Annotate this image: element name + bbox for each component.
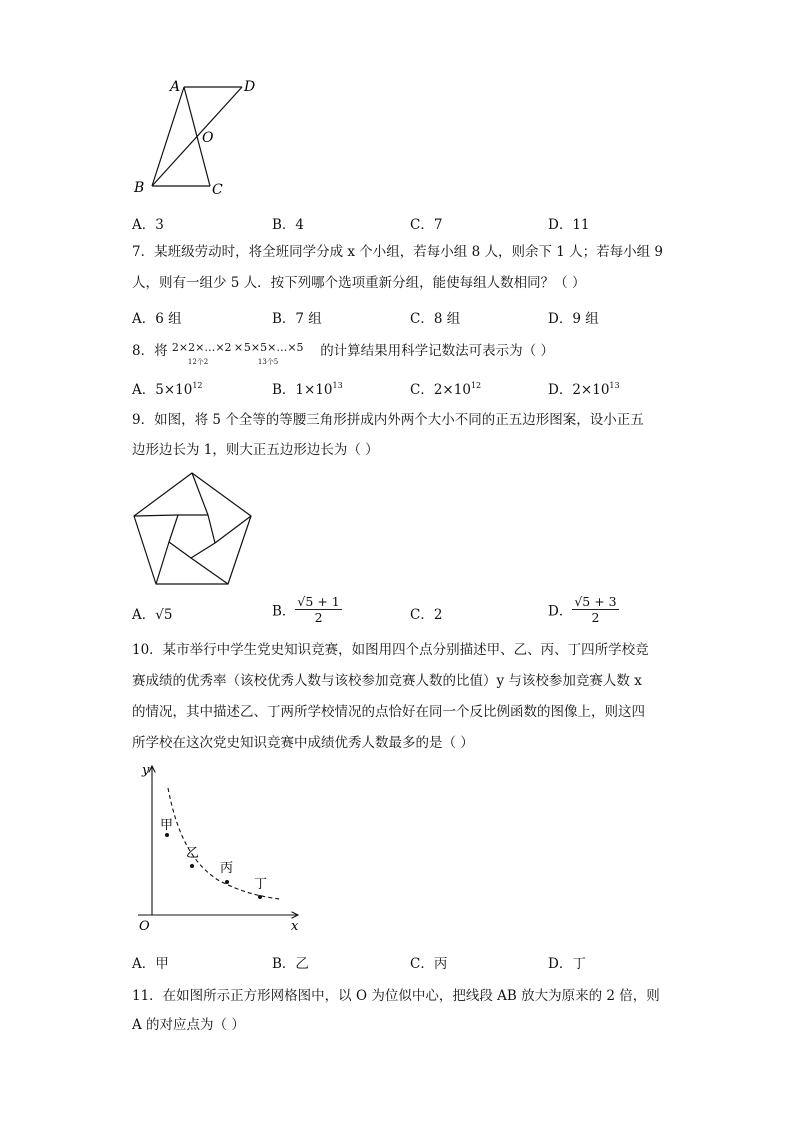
- q6-label-o: O: [202, 130, 214, 146]
- option-letter: A．: [132, 607, 156, 623]
- option-letter: D．: [548, 311, 573, 327]
- q8-expr-sub2: 13个5: [257, 358, 279, 366]
- option-letter: C．: [410, 956, 434, 972]
- q7-option-b[interactable]: [272, 307, 322, 327]
- point-ding: [258, 895, 262, 899]
- option-letter: D．: [548, 382, 573, 398]
- fraction: [295, 594, 341, 625]
- q8-prefix: 8．将: [132, 343, 168, 359]
- option-text: √5: [155, 607, 173, 623]
- option-exponent: 12: [470, 381, 482, 390]
- option-letter: A．: [132, 382, 156, 398]
- option-letter: C．: [410, 311, 434, 327]
- q10-graph: [128, 760, 318, 938]
- option-letter: B．: [272, 956, 296, 972]
- option-mantissa: 2×10: [433, 382, 471, 398]
- q8-suffix: 的计算结果用科学记数法可表示为（ ）: [320, 343, 554, 359]
- q8-expr-part2: 5×5×…×5: [243, 341, 304, 354]
- q7-option-a[interactable]: [132, 307, 182, 327]
- option-letter: A．: [132, 956, 156, 972]
- option-text: 8 组: [433, 311, 461, 327]
- q8-expr-part1: 2×2×…×2: [171, 341, 232, 354]
- option-letter: B．: [272, 311, 296, 327]
- point-jia: [165, 833, 169, 837]
- q8-expr-sub1: 12个2: [187, 358, 209, 366]
- fraction-numerator: √5 + 3: [574, 594, 617, 609]
- q10-stem-line3: 的情况，其中描述乙、丁两所学校情况的点恰好在同一个反比例函数的图像上，则这四: [132, 704, 645, 720]
- q8-option-d[interactable]: [548, 378, 620, 398]
- point-label-ding: 丁: [254, 877, 268, 892]
- option-letter: C．: [410, 217, 434, 233]
- q8-option-b[interactable]: [272, 378, 343, 398]
- q9-option-c[interactable]: [410, 603, 442, 623]
- option-letter: C．: [410, 382, 434, 398]
- point-label-bing: 丙: [220, 861, 234, 876]
- option-text: 4: [295, 217, 305, 233]
- option-mantissa: 5×10: [155, 382, 193, 398]
- q7-stem-line2: 人，则有一组少 5 人．按下列哪个选项重新分组，能使每组人数相同？（ ）: [132, 275, 586, 291]
- q6-option-c[interactable]: [410, 213, 442, 233]
- option-text: 2: [433, 607, 443, 623]
- q6-option-b[interactable]: [272, 213, 304, 233]
- q8-option-a[interactable]: [132, 378, 203, 398]
- q10-stem-line1: 10．某市举行中学生党史知识竞赛，如图用四个点分别描述甲、乙、丙、丁四所学校竞: [132, 642, 649, 658]
- q6-option-d[interactable]: [548, 213, 590, 233]
- option-text: 丙: [433, 956, 448, 972]
- q10-option-b[interactable]: [272, 952, 309, 972]
- q6-label-b: B: [134, 180, 145, 196]
- option-text: 11: [572, 217, 590, 233]
- point-yi: [190, 864, 194, 868]
- option-exponent: 13: [332, 381, 343, 390]
- q9-pentagon-figure: [128, 468, 258, 590]
- q7-option-d[interactable]: [548, 307, 599, 327]
- q10-stem-line4: 所学校在这次党史知识竞赛中成绩优秀人数最多的是（ ）: [132, 735, 474, 751]
- q8-stem: [132, 339, 554, 366]
- option-text: 甲: [155, 956, 169, 972]
- option-letter: A．: [132, 217, 156, 233]
- point-label-yi: 乙: [186, 846, 200, 861]
- q10-option-d[interactable]: [548, 952, 586, 972]
- q8-expression: [171, 339, 316, 366]
- point-bing: [225, 880, 229, 884]
- q10-option-c[interactable]: [410, 952, 447, 972]
- q6-label-d: D: [244, 79, 256, 95]
- option-letter: D．: [548, 603, 573, 620]
- option-exponent: 13: [609, 381, 620, 390]
- fraction-denominator: 2: [591, 610, 600, 625]
- fraction: [572, 594, 618, 625]
- option-letter: B．: [272, 217, 296, 233]
- option-text: 乙: [295, 956, 309, 972]
- q11-stem-line2: A 的对应点为（ ）: [132, 1017, 245, 1033]
- option-text: 9 组: [572, 311, 599, 327]
- option-letter: B．: [272, 382, 296, 398]
- fraction-numerator: √5 + 1: [297, 594, 340, 609]
- q9-option-b[interactable]: [272, 594, 342, 625]
- option-mantissa: 2×10: [572, 382, 610, 398]
- x-axis-label: x: [291, 919, 299, 934]
- q10-stem-line2: 赛成绩的优秀率（该校优秀人数与该校参加竞赛人数的比值）y 与该校参加竞赛人数 x: [132, 673, 642, 689]
- fraction-denominator: 2: [314, 610, 323, 625]
- q7-stem-line1: 7．某班级劳动时，将全班同学分成 x 个小组，若每小组 8 人，则余下 1 人；若每小组 9: [132, 244, 664, 260]
- option-letter: D．: [548, 217, 573, 233]
- q11-stem-line1: 11．在如图所示正方形网格图中，以 O 为位似中心，把线段 AB 放大为原来的 2 倍，则: [132, 988, 660, 1004]
- q10-option-a[interactable]: [132, 952, 169, 972]
- q6-option-a[interactable]: [132, 213, 164, 233]
- q6-label-c: C: [212, 182, 223, 198]
- point-label-jia: 甲: [160, 818, 174, 833]
- option-exponent: 12: [192, 381, 203, 390]
- option-text: 7 组: [295, 311, 322, 327]
- option-text: 3: [155, 217, 164, 233]
- option-mantissa: 1×10: [295, 382, 333, 398]
- q9-option-a[interactable]: [132, 603, 172, 623]
- q9-option-d[interactable]: [548, 594, 619, 625]
- y-axis-label: y: [142, 763, 150, 778]
- option-letter: D．: [548, 956, 573, 972]
- q8-option-c[interactable]: [410, 378, 481, 398]
- q9-stem-line1: 9．如图，将 5 个全等的等腰三角形拼成内外两个大小不同的正五边形图案，设小正五: [132, 412, 644, 428]
- option-letter: B．: [272, 603, 296, 620]
- origin-label: O: [139, 919, 150, 934]
- option-letter: C．: [410, 607, 434, 623]
- q9-stem-line2: 边形边长为 1，则大正五边形边长为（ ）: [132, 442, 379, 458]
- option-text: 6 组: [155, 311, 182, 327]
- option-text: 7: [433, 217, 443, 233]
- q7-option-c[interactable]: [410, 307, 460, 327]
- option-letter: A．: [132, 311, 156, 327]
- q8-expr-mid: ×: [233, 341, 244, 354]
- q6-figure: [128, 76, 268, 198]
- option-text: 丁: [572, 956, 586, 972]
- q6-label-a: A: [170, 79, 181, 95]
